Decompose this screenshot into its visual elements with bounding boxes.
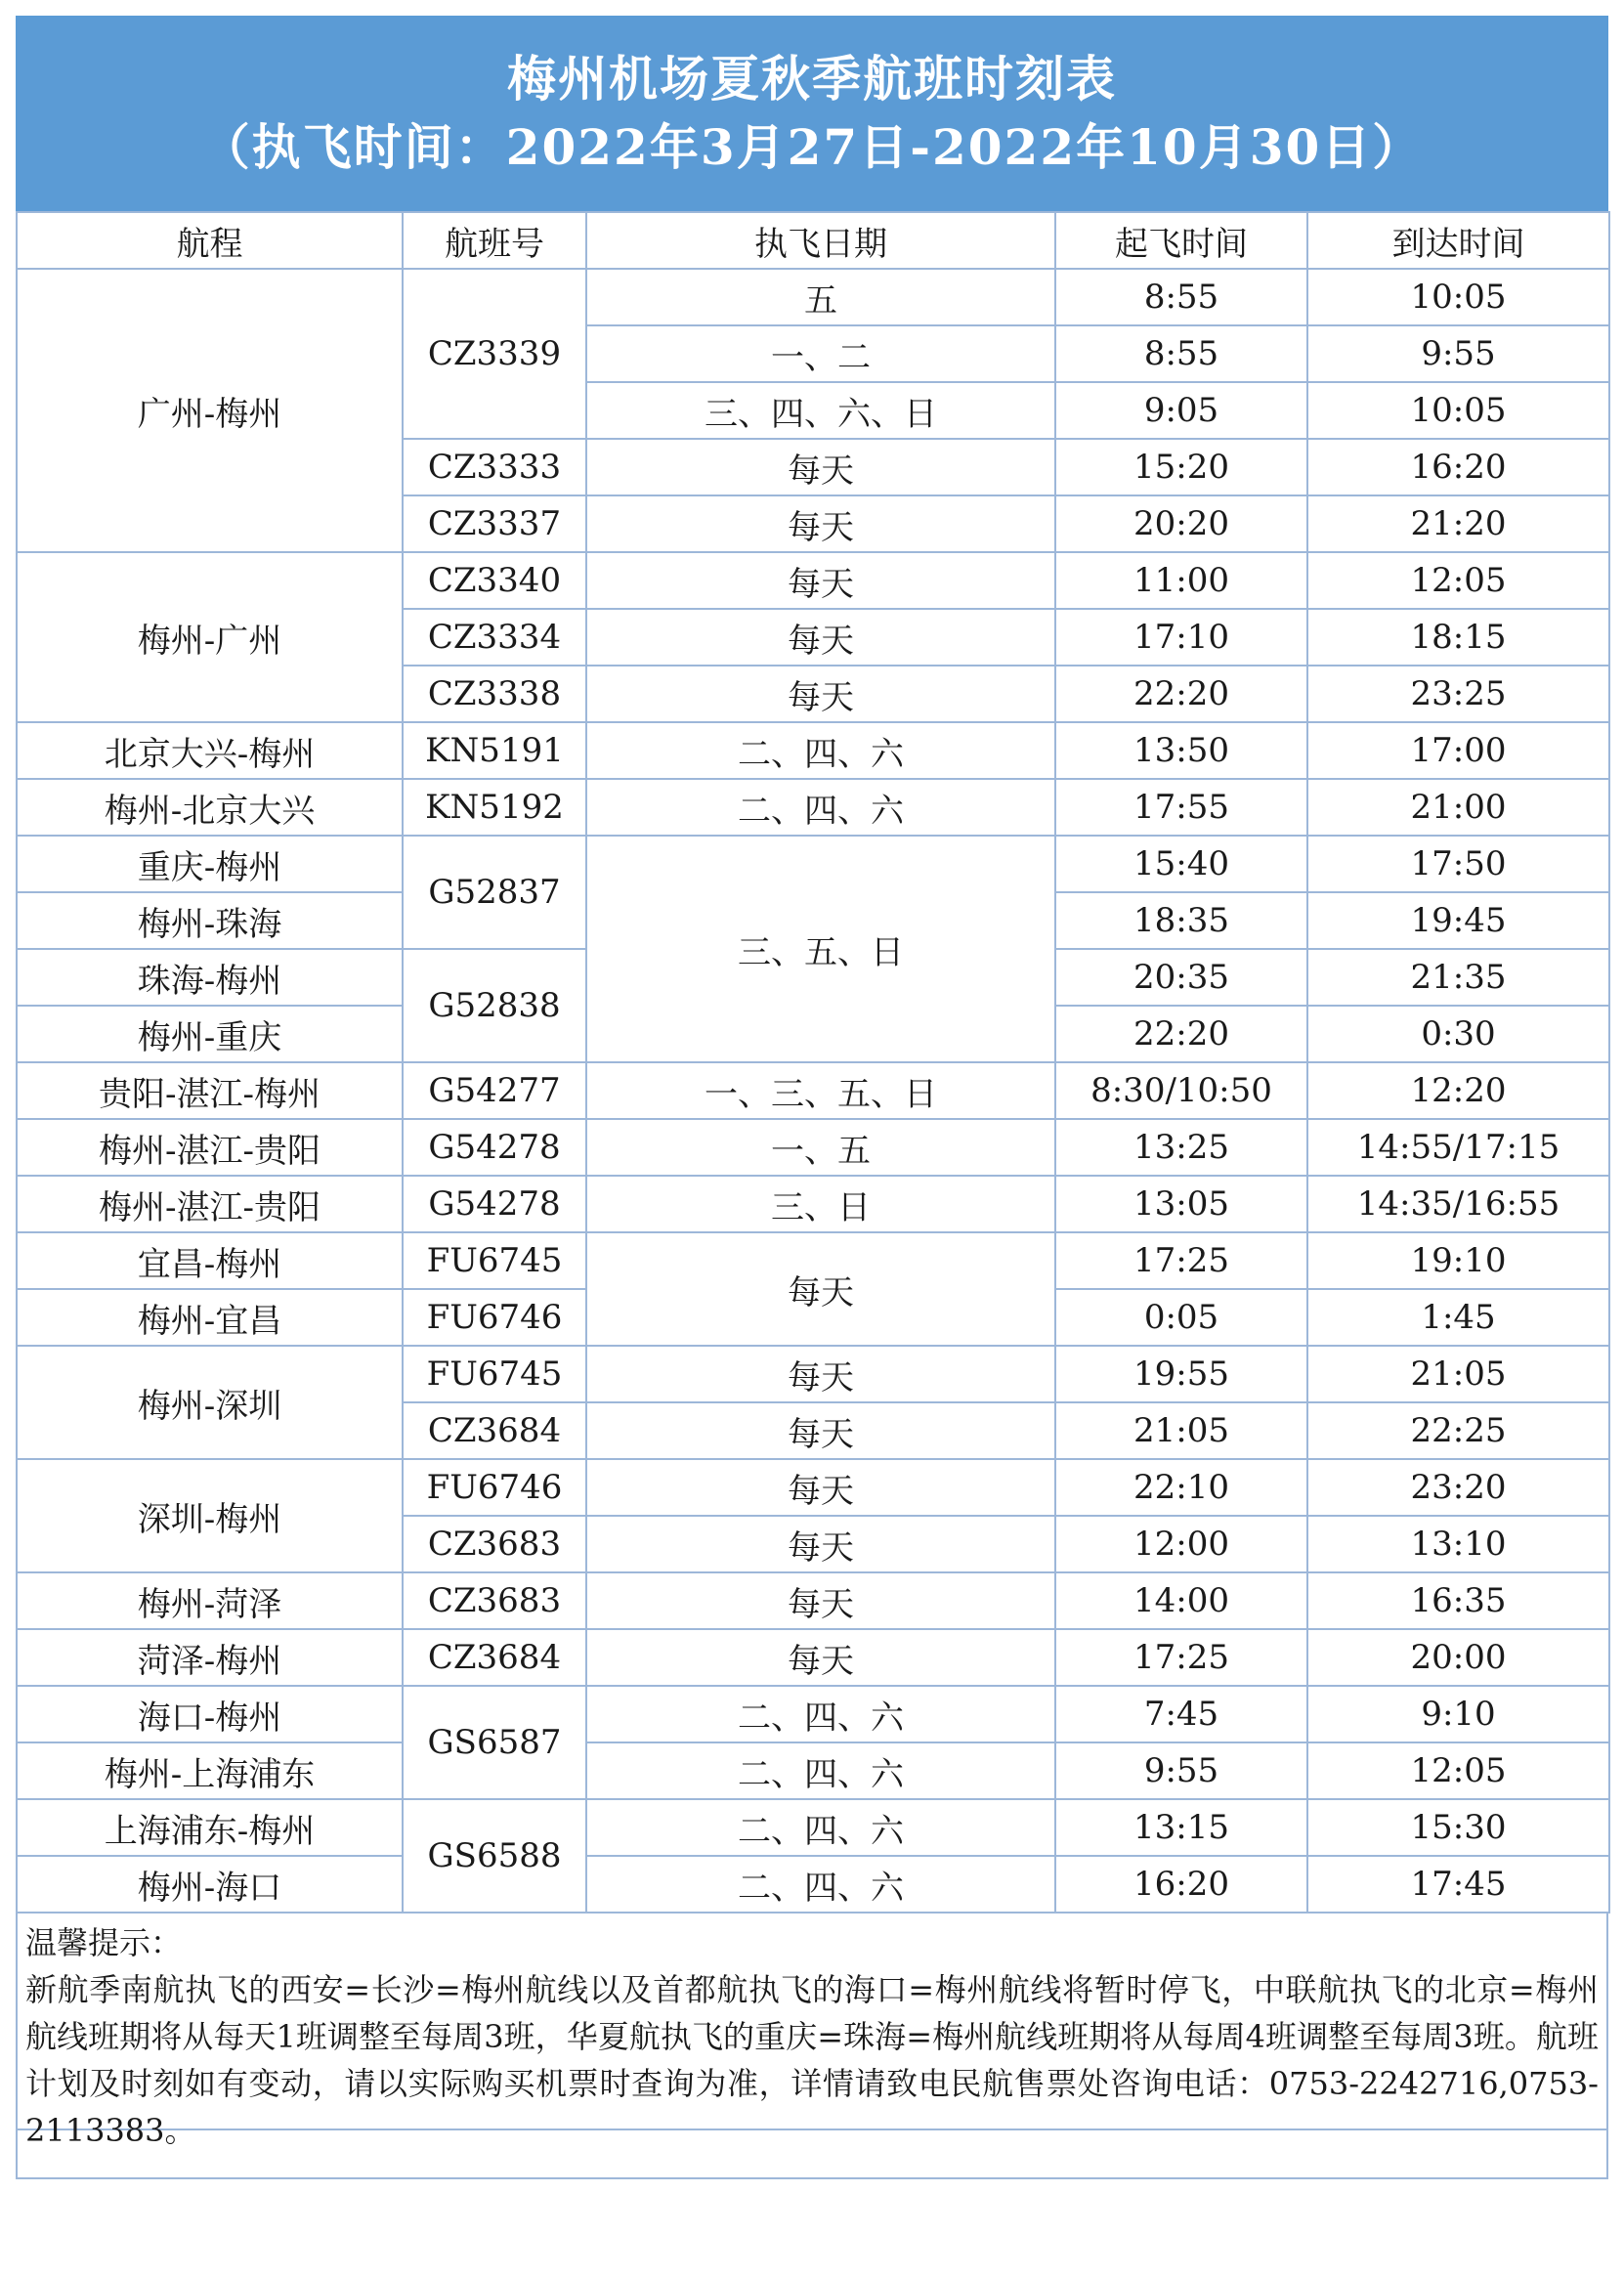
flight-cell: CZ3338 (403, 666, 586, 722)
departure-cell: 9:05 (1055, 382, 1307, 439)
days-cell: 每天 (586, 1402, 1055, 1459)
title-banner (16, 16, 1608, 211)
arrival-cell: 21:00 (1307, 779, 1609, 836)
arrival-cell: 12:20 (1307, 1062, 1609, 1119)
departure-cell: 11:00 (1055, 552, 1307, 609)
arrival-cell: 19:45 (1307, 892, 1609, 949)
arrival-cell: 0:30 (1307, 1006, 1609, 1062)
schedule-sheet (16, 16, 1608, 2179)
flight-cell: CZ3683 (403, 1516, 586, 1572)
days-cell: 一、二 (586, 325, 1055, 382)
route-cell: 宜昌-梅州 (17, 1232, 403, 1289)
arrival-cell: 12:05 (1307, 552, 1609, 609)
table-row (17, 1176, 1609, 1232)
route-cell: 菏泽-梅州 (17, 1629, 403, 1686)
departure-cell: 9:55 (1055, 1742, 1307, 1799)
route-cell: 梅州-上海浦东 (17, 1742, 403, 1799)
departure-cell: 13:25 (1055, 1119, 1307, 1176)
days-cell: 二、四、六 (586, 1799, 1055, 1856)
departure-cell: 8:55 (1055, 269, 1307, 325)
table-row (17, 1799, 1609, 1856)
route-cell: 重庆-梅州 (17, 836, 403, 892)
days-cell: 每天 (586, 1232, 1055, 1346)
days-cell: 三、日 (586, 1176, 1055, 1232)
days-cell: 一、三、五、日 (586, 1062, 1055, 1119)
arrival-cell: 9:55 (1307, 325, 1609, 382)
departure-cell: 8:30/10:50 (1055, 1062, 1307, 1119)
days-cell: 三、五、日 (586, 836, 1055, 1062)
route-cell: 梅州-海口 (17, 1856, 403, 1913)
departure-cell: 7:45 (1055, 1686, 1307, 1742)
departure-cell: 17:25 (1055, 1232, 1307, 1289)
header-departure: 起飞时间 (1055, 212, 1307, 269)
departure-cell: 13:50 (1055, 722, 1307, 779)
days-cell: 每天 (586, 439, 1055, 495)
table-row (17, 1629, 1609, 1686)
route-cell: 海口-梅州 (17, 1686, 403, 1742)
departure-cell: 13:05 (1055, 1176, 1307, 1232)
days-cell: 每天 (586, 609, 1055, 666)
arrival-cell: 18:15 (1307, 609, 1609, 666)
arrival-cell: 19:10 (1307, 1232, 1609, 1289)
route-cell: 梅州-湛江-贵阳 (17, 1176, 403, 1232)
departure-cell: 18:35 (1055, 892, 1307, 949)
flight-cell: G54278 (403, 1176, 586, 1232)
route-cell: 广州-梅州 (17, 269, 403, 552)
departure-cell: 22:20 (1055, 1006, 1307, 1062)
table-row (17, 1856, 1609, 1913)
flight-cell: CZ3684 (403, 1402, 586, 1459)
days-cell: 每天 (586, 1572, 1055, 1629)
departure-cell: 15:20 (1055, 439, 1307, 495)
arrival-cell: 14:55/17:15 (1307, 1119, 1609, 1176)
table-row (17, 1346, 1609, 1402)
route-cell: 北京大兴-梅州 (17, 722, 403, 779)
days-cell: 三、四、六、日 (586, 382, 1055, 439)
days-cell: 一、五 (586, 1119, 1055, 1176)
departure-cell: 8:55 (1055, 325, 1307, 382)
header-days: 执飞日期 (586, 212, 1055, 269)
table-row (17, 269, 1609, 325)
departure-cell: 21:05 (1055, 1402, 1307, 1459)
days-cell: 每天 (586, 1516, 1055, 1572)
arrival-cell: 10:05 (1307, 382, 1609, 439)
header-flight: 航班号 (403, 212, 586, 269)
departure-cell: 12:00 (1055, 1516, 1307, 1572)
days-cell: 每天 (586, 495, 1055, 552)
departure-cell: 13:15 (1055, 1799, 1307, 1856)
notes-title: 温馨提示： (25, 1924, 183, 1961)
flight-cell: G52838 (403, 949, 586, 1062)
departure-cell: 17:25 (1055, 1629, 1307, 1686)
days-cell: 每天 (586, 1629, 1055, 1686)
arrival-cell: 17:50 (1307, 836, 1609, 892)
arrival-cell: 1:45 (1307, 1289, 1609, 1346)
flight-cell: GS6588 (403, 1799, 586, 1913)
table-row (17, 722, 1609, 779)
arrival-cell: 15:30 (1307, 1799, 1609, 1856)
arrival-cell: 17:45 (1307, 1856, 1609, 1913)
arrival-cell: 23:20 (1307, 1459, 1609, 1516)
route-cell: 梅州-珠海 (17, 892, 403, 949)
departure-cell: 22:20 (1055, 666, 1307, 722)
arrival-cell: 10:05 (1307, 269, 1609, 325)
days-cell: 二、四、六 (586, 722, 1055, 779)
notes-section (16, 1914, 1608, 2149)
flight-cell: FU6745 (403, 1232, 586, 1289)
departure-cell: 17:10 (1055, 609, 1307, 666)
route-cell: 梅州-宜昌 (17, 1289, 403, 1346)
arrival-cell: 21:20 (1307, 495, 1609, 552)
table-row (17, 1459, 1609, 1516)
departure-cell: 20:20 (1055, 495, 1307, 552)
arrival-cell: 12:05 (1307, 1742, 1609, 1799)
days-cell: 二、四、六 (586, 1856, 1055, 1913)
route-cell: 上海浦东-梅州 (17, 1799, 403, 1856)
route-cell: 梅州-菏泽 (17, 1572, 403, 1629)
flight-cell: CZ3339 (403, 269, 586, 439)
page-title: 梅州机场夏秋季航班时刻表 (507, 50, 1117, 108)
route-cell: 梅州-重庆 (17, 1006, 403, 1062)
route-cell: 深圳-梅州 (17, 1459, 403, 1572)
table-row (17, 1572, 1609, 1629)
table-header-row (17, 212, 1609, 269)
header-route: 航程 (17, 212, 403, 269)
table-row (17, 1686, 1609, 1742)
flight-cell: FU6745 (403, 1346, 586, 1402)
departure-cell: 19:55 (1055, 1346, 1307, 1402)
days-cell: 每天 (586, 1459, 1055, 1516)
bottom-blank-row (16, 2130, 1608, 2179)
notes-body: 新航季南航执飞的西安=长沙=梅州航线以及首都航执飞的海口=梅州航线将暂时停飞，中联航执飞的北京=梅州航线班期将从每天1班调整至每周3班，华夏航执飞的重庆=珠海=梅州航线班期将从每周4班调整至每周3班。航班计划及时刻如有变动，请以实际购买机票时查询为准，详情请致电民航售票处咨询电话：0753-2242716,0753-2113383。 (25, 1971, 1599, 2149)
table-row (17, 1119, 1609, 1176)
days-cell: 每天 (586, 552, 1055, 609)
page-subtitle-dates: （执飞时间：2022年3月27日-2022年10月30日） (200, 118, 1424, 176)
route-cell: 梅州-广州 (17, 552, 403, 722)
flight-cell: CZ3333 (403, 439, 586, 495)
table-row (17, 552, 1609, 609)
departure-cell: 0:05 (1055, 1289, 1307, 1346)
departure-cell: 14:00 (1055, 1572, 1307, 1629)
table-row (17, 779, 1609, 836)
table-row (17, 836, 1609, 892)
flight-cell: FU6746 (403, 1289, 586, 1346)
arrival-cell: 16:35 (1307, 1572, 1609, 1629)
route-cell: 梅州-北京大兴 (17, 779, 403, 836)
days-cell: 每天 (586, 666, 1055, 722)
flight-cell: G52837 (403, 836, 586, 949)
arrival-cell: 14:35/16:55 (1307, 1176, 1609, 1232)
flight-cell: CZ3684 (403, 1629, 586, 1686)
departure-cell: 17:55 (1055, 779, 1307, 836)
arrival-cell: 17:00 (1307, 722, 1609, 779)
flight-cell: G54278 (403, 1119, 586, 1176)
days-cell: 五 (586, 269, 1055, 325)
departure-cell: 20:35 (1055, 949, 1307, 1006)
days-cell: 二、四、六 (586, 779, 1055, 836)
header-arrival: 到达时间 (1307, 212, 1609, 269)
flight-cell: GS6587 (403, 1686, 586, 1799)
arrival-cell: 9:10 (1307, 1686, 1609, 1742)
flight-cell: FU6746 (403, 1459, 586, 1516)
flight-cell: CZ3334 (403, 609, 586, 666)
route-cell: 贵阳-湛江-梅州 (17, 1062, 403, 1119)
flight-cell: CZ3337 (403, 495, 586, 552)
flight-cell: KN5191 (403, 722, 586, 779)
departure-cell: 16:20 (1055, 1856, 1307, 1913)
arrival-cell: 21:35 (1307, 949, 1609, 1006)
route-cell: 梅州-湛江-贵阳 (17, 1119, 403, 1176)
arrival-cell: 16:20 (1307, 439, 1609, 495)
flight-schedule-table (16, 211, 1610, 1914)
table-row (17, 1232, 1609, 1289)
days-cell: 二、四、六 (586, 1686, 1055, 1742)
route-cell: 珠海-梅州 (17, 949, 403, 1006)
days-cell: 每天 (586, 1346, 1055, 1402)
days-cell: 二、四、六 (586, 1742, 1055, 1799)
arrival-cell: 23:25 (1307, 666, 1609, 722)
arrival-cell: 21:05 (1307, 1346, 1609, 1402)
route-cell: 梅州-深圳 (17, 1346, 403, 1459)
table-row (17, 1742, 1609, 1799)
arrival-cell: 20:00 (1307, 1629, 1609, 1686)
flight-cell: KN5192 (403, 779, 586, 836)
flight-cell: G54277 (403, 1062, 586, 1119)
table-row (17, 1062, 1609, 1119)
departure-cell: 15:40 (1055, 836, 1307, 892)
departure-cell: 22:10 (1055, 1459, 1307, 1516)
flight-cell: CZ3340 (403, 552, 586, 609)
flight-cell: CZ3683 (403, 1572, 586, 1629)
arrival-cell: 22:25 (1307, 1402, 1609, 1459)
arrival-cell: 13:10 (1307, 1516, 1609, 1572)
